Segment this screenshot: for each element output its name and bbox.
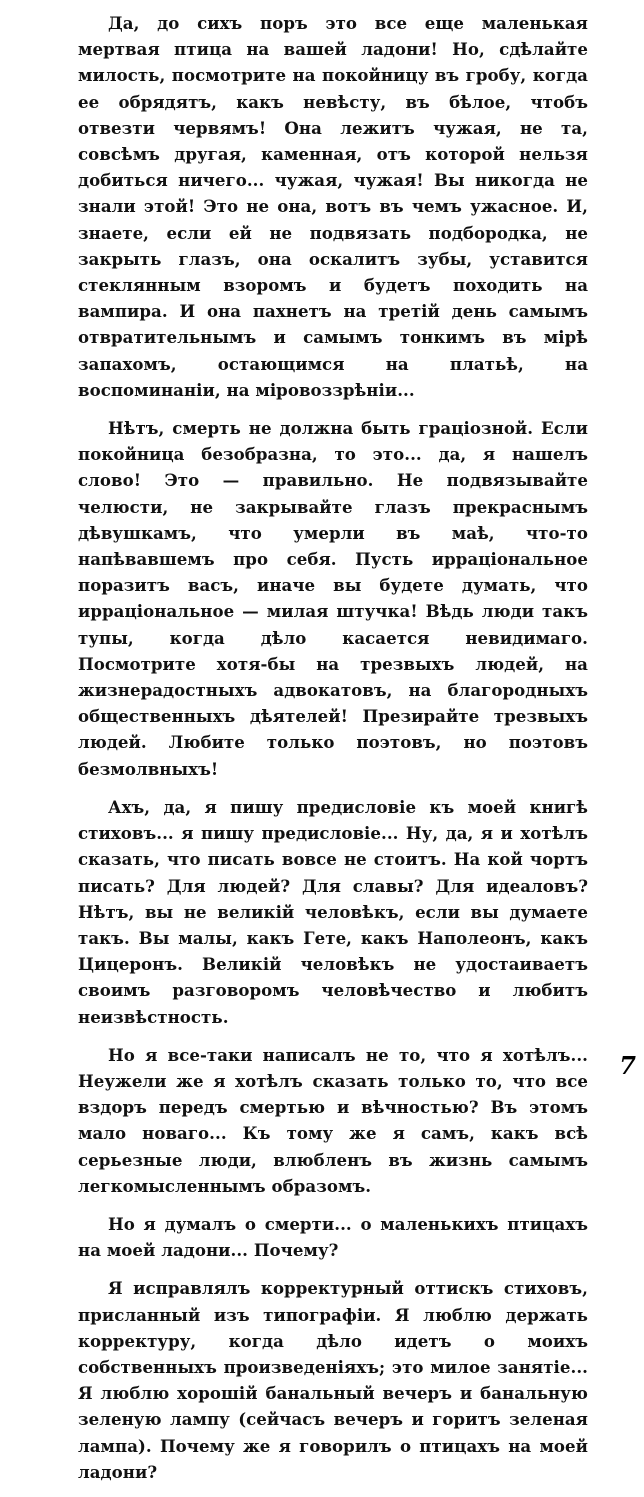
paragraph-2: Нѣтъ, смерть не должна быть грацiозной. Если покойница безобразна, то это... да, я нашелъ слово! Это — правильно. Не подвязывайте челюсти, не закрывайте глазъ прекраснымъ дѣвушкамъ, что умерли въ маѣ, что-то напѣвавшемъ про себя. Пусть иррацiональное поразитъ васъ, иначе вы будете думать, что иррацiональное — милая штучка! Вѣдь люди такъ тупы, когда дѣло касается невидимаго. Посмотрите хотя-бы на трезвыхъ людей, на жизнерадостныхъ адвокатовъ, на благородныхъ общественныхъ дѣятелей! Презирайте трезвыхъ людей. Любите только поэтовъ, но поэтовъ безмолвныхъ! xyxy=(78,418,588,779)
paragraph-4: Но я все-таки написалъ не то, что я хотѣлъ... Неужели же я хотѣлъ сказать только то, что все вздоръ передъ смертью и вѣчностью? Въ этомъ мало новаго... Къ тому же я самъ, какъ всѣ серьезные люди, влюбленъ въ жизнь самымъ легкомысленнымъ образомъ. xyxy=(78,1044,588,1196)
paragraph-1: Да, до сихъ поръ это все еще маленькая мертвая птица на вашей ладони! Но, сдѣлайте милость, посмотрите на покойницу въ гробу, когда ее обрядятъ, какъ невѣсту, въ бѣлое, чтобъ отвезти червямъ! Она лежитъ чужая, не та, совсѣмъ другая, каменная, отъ которой нельзя добиться ничего... чужая, чужая! Вы никогда не знали этой! Это не она, вотъ въ чемъ ужасное. И, знаете, если ей не подвязать подбородка, не закрыть глазъ, она оскалитъ зубы, уставится стеклянным взоромъ и будетъ походить на вампира. И она пахнетъ на третiй день самымъ отвратительнымъ и самымъ тонкимъ въ мiрѣ запахомъ, остающимся на платьѣ, на воспоминанiи, на мiровоззрѣнiи... xyxy=(78,13,588,400)
body-text xyxy=(78,10,588,1497)
paragraph-5: Но я думалъ о смерти... о маленькихъ птицахъ на моей ладони... Почему? xyxy=(78,1213,588,1261)
paragraph-6: Я исправлялъ корректурный оттискъ стиховъ, присланный изъ типографiи. Я люблю держать корректуру, когда дѣло идетъ о моихъ собственныхъ произведенiяхъ; это милое занятiе... Я люблю хорошiй банальный вечеръ и банальную зеленую лампу (сейчасъ вечеръ и горитъ зеленая лампа). Почему же я говорилъ о птицахъ на моей ладони? xyxy=(78,1278,588,1482)
page-number: 7 xyxy=(619,1051,636,1080)
paragraph-3: Ахъ, да, я пишу предисловiе къ моей книгѣ стиховъ... я пишу предисловiе... Ну, да, я и хотѣлъ сказать, что писать вовсе не стоитъ. На кой чортъ писать? Для людей? Для славы? Для идеаловъ? Нѣтъ, вы не великiй человѣкъ, если вы думаете такъ. Вы малы, какъ Гете, какъ Наполеонъ, какъ Цицеронъ. Великiй человѣкъ не удостаиваетъ своимъ разговоромъ человѣчество и любитъ неизвѣстность. xyxy=(78,796,588,1027)
